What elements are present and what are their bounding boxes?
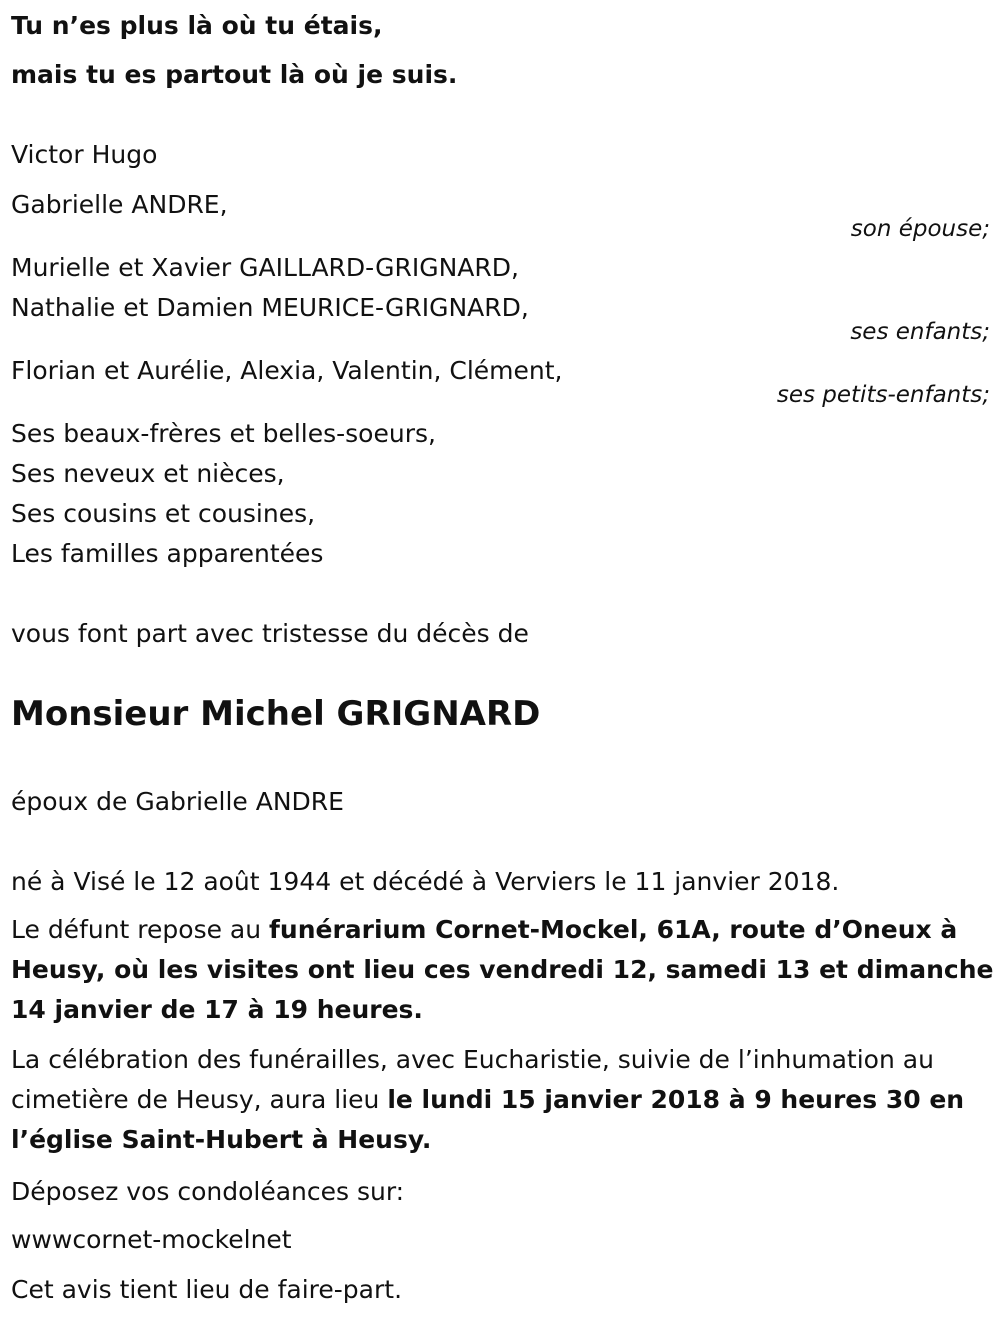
other-family-3: Ses cousins et cousines, [11, 499, 316, 528]
ceremony-paragraph [11, 1040, 996, 1160]
quote-line-2: mais tu es partout là où je suis. [11, 60, 458, 89]
deceased-name: Monsieur Michel GRIGNARD [11, 694, 541, 734]
ceremony-details: le lundi 15 janvier 2018 à 9 heures 30 en l’église Saint-Hubert à Heusy. [11, 1085, 965, 1154]
spouse-role: son épouse; [850, 216, 990, 242]
spouse-of: époux de Gabrielle ANDRE [11, 787, 344, 816]
quote-author: Victor Hugo [11, 140, 158, 169]
condolences-label: Déposez vos condoléances sur: [11, 1177, 405, 1206]
child-2: Nathalie et Damien MEURICE-GRIGNARD, [11, 293, 529, 322]
other-family-1: Ses beaux-frères et belles-soeurs, [11, 419, 436, 448]
resting-place-paragraph [11, 910, 996, 1030]
quote-line-1: Tu n’es plus là où tu étais, [11, 11, 383, 40]
resting-place-intro: Le défunt repose au [11, 915, 270, 944]
other-family-4: Les familles apparentées [11, 539, 324, 568]
announcement: vous font part avec tristesse du décès de [11, 619, 529, 648]
grandchildren: Florian et Aurélie, Alexia, Valentin, Clément, [11, 356, 563, 385]
ceremony-intro: La célébration des funérailles, avec Eucharistie, suivie de l’inhumation au cimetière de Heusy, aura lieu [11, 1045, 934, 1114]
grandchildren-role: ses petits-enfants; [776, 382, 990, 408]
condolences-website[interactable]: wwwcornet-mockelnet [11, 1225, 292, 1254]
closing-note: Cet avis tient lieu de faire-part. [11, 1275, 403, 1304]
resting-place-details: funérarium Cornet-Mockel, 61A, route d’Oneux à Heusy, où les visites ont lieu ces vendredi 12, samedi 13 et dimanche 14 janvier de 17 à 19 heures. [11, 915, 994, 1024]
spouse-name: Gabrielle ANDRE, [11, 190, 228, 219]
other-family-2: Ses neveux et nièces, [11, 459, 285, 488]
child-1: Murielle et Xavier GAILLARD-GRIGNARD, [11, 253, 519, 282]
children-role: ses enfants; [850, 319, 990, 345]
birth-death: né à Visé le 12 août 1944 et décédé à Verviers le 11 janvier 2018. [11, 867, 840, 896]
